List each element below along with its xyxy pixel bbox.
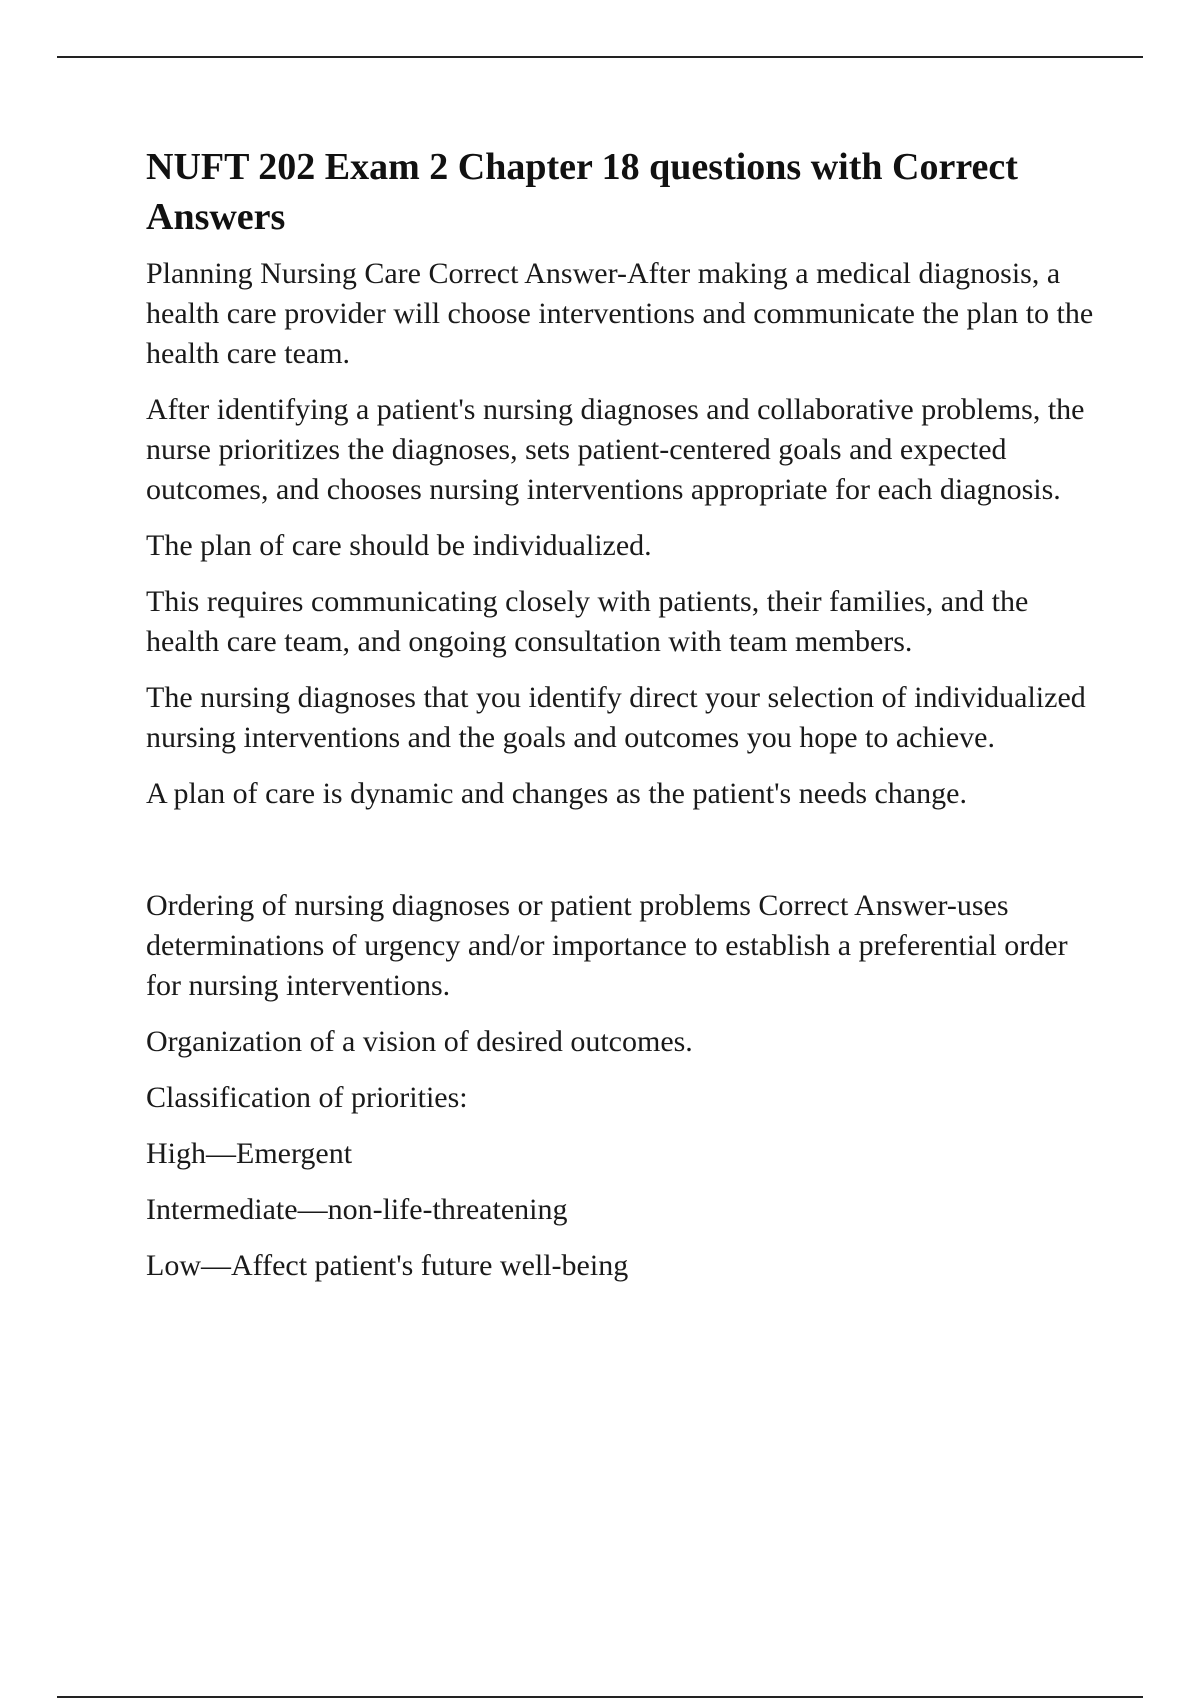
document-title: NUFT 202 Exam 2 Chapter 18 questions with Correct Answers [146,146,1018,238]
paragraph: Ordering of nursing diagnoses or patient problems Correct Answer-uses determinations of urgency and/or importance to establish a preferential order for nursing interventions. [146,889,1068,1002]
paragraph: After identifying a patient's nursing diagnoses and collaborative problems, the nurse prioritizes the diagnoses, sets patient-centered goals and expected outcomes, and chooses nursing interventions appropriate for each diagnosis. [146,393,1085,506]
paragraph: Low—Affect patient's future well-being [146,1249,629,1282]
header-rule [57,56,1143,58]
paragraph: This requires communicating closely with patients, their families, and the health care team, and ongoing consultation with team members. [146,585,1029,658]
paragraph: The nursing diagnoses that you identify direct your selection of individualized nursing interventions and the goals and outcomes you hope to achieve. [146,681,1086,754]
paragraph: The plan of care should be individualized. [146,529,652,562]
paragraph: A plan of care is dynamic and changes as the patient's needs change. [146,777,967,810]
paragraph: Classification of priorities: [146,1081,468,1114]
section-spacer [146,830,1096,886]
paragraph: Intermediate—non-life-threatening [146,1193,568,1226]
paragraph: Planning Nursing Care Correct Answer-After making a medical diagnosis, a health care provider will choose interventions and communicate the plan to the health care team. [146,257,1094,370]
paragraph: High—Emergent [146,1137,353,1170]
footer-rule [57,1696,1143,1698]
document-body [146,142,1096,1302]
paragraph: Organization of a vision of desired outcomes. [146,1025,693,1058]
